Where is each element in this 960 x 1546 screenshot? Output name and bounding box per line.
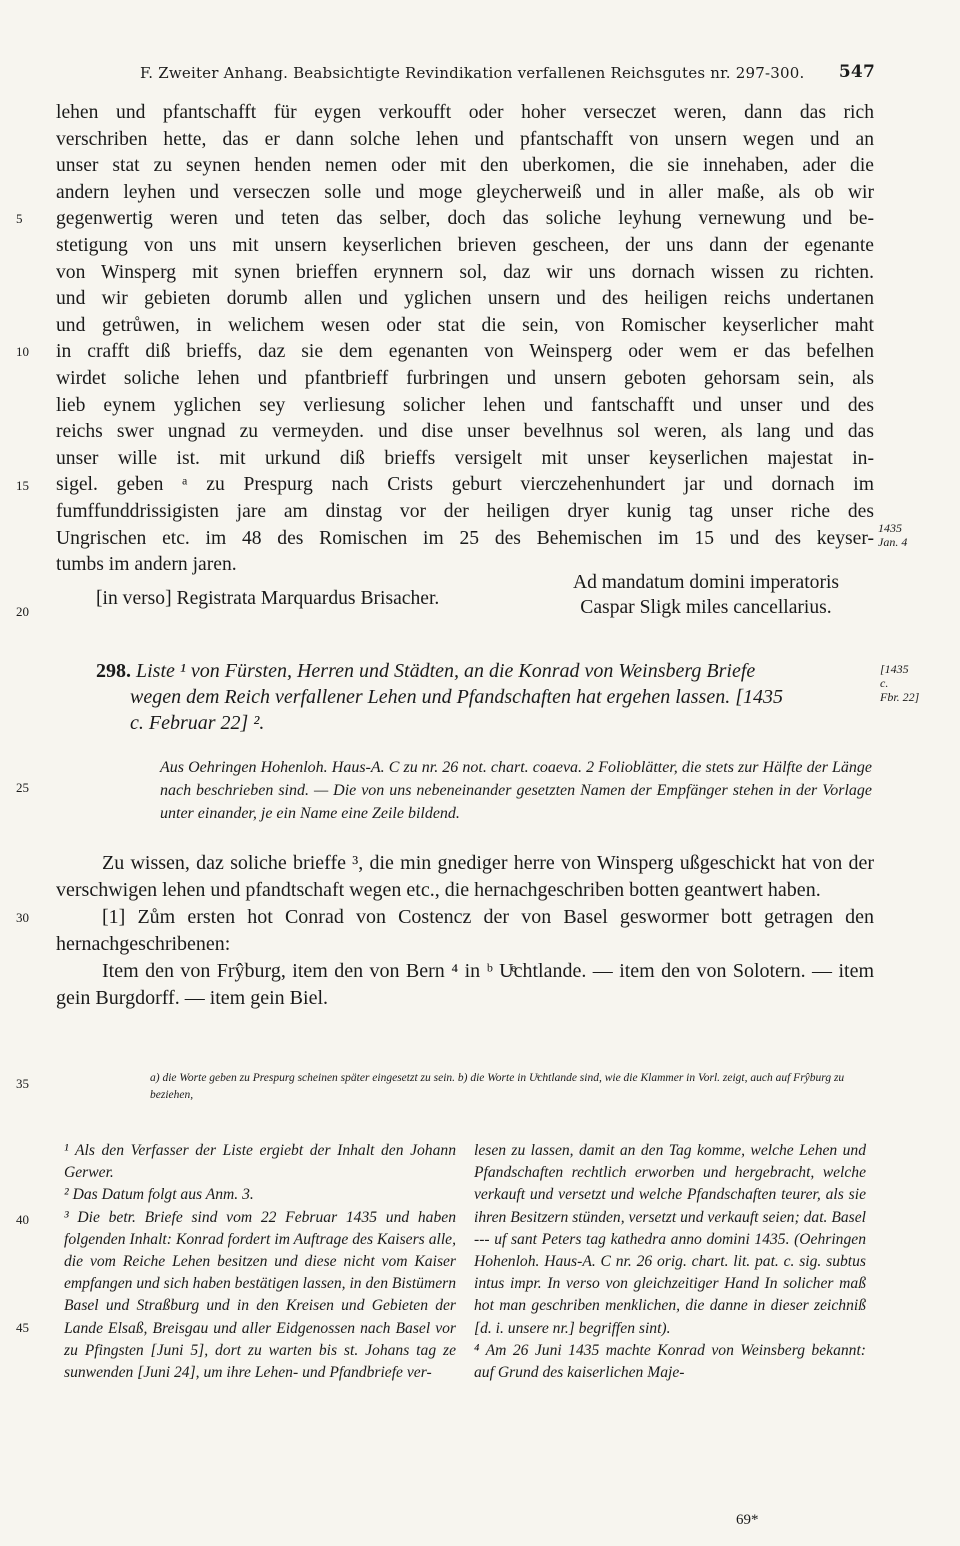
margin-date — [878, 521, 948, 549]
running-head — [140, 62, 875, 86]
text-line: fumffunddrissigisten jare am dinstag vor der heiligen dryer kunig tag unser riche des — [56, 500, 874, 522]
footnote: ¹ Als den Verfasser der Liste ergiebt der Inhalt den Johann Gerwer. — [64, 1142, 456, 1182]
entry-margin-date — [880, 662, 950, 704]
line-number: 20 — [16, 604, 29, 619]
page-number: 547 — [838, 62, 875, 82]
margin-date-part: [1435 — [880, 662, 909, 676]
entry-heading — [96, 658, 876, 736]
source-note: Aus Oehringen Hohenloh. Haus-A. C zu nr. 26 not. chart. coaeva. 2 Folioblätter, die stets zur Hälfte der Länge nach beschrieben sind. — Die von uns nebeneinander gesetzten Namen der Empfänger stehen in der Vorlage unter einander, je ein Name eine Zeile bildend. — [160, 759, 872, 822]
line-number: 35 — [16, 1076, 29, 1091]
footnote: ⁴ Am 26 Juni 1435 machte Konrad von Weinsberg bekannt: auf Grund des kaiserlichen Maje- — [474, 1341, 866, 1382]
mandatum-block — [540, 570, 872, 620]
text-line: lehen und pfantschafft für eygen verkoufft oder hoher verseczet weren, dann das rich — [56, 102, 874, 123]
line-number: 40 — [16, 1212, 29, 1227]
footnotes-left-column — [64, 1140, 456, 1384]
list-paragraph: Item den von Frŷburg, item den von Bern ⁴ in ᵇ Uͤchtlande. — item den von Solotern. — item gein Burgdorff. — item gein Biel. — [56, 960, 874, 1009]
line-number: 25 — [16, 780, 29, 795]
line-number: 45 — [16, 1320, 29, 1335]
footnotes-right-column — [474, 1140, 866, 1384]
text-line: Ungrischen etc. im 48 des Romischen im 25 des Behemischen im 15 und des keyser- — [56, 527, 874, 549]
mandatum-line: Ad mandatum domini imperatoris — [572, 572, 840, 593]
text-line: und getrůwen, in welichem wesen oder stat die sein, von Romischer keyserlicher maht — [56, 314, 874, 336]
text-line: unser wille ist. mit urkund diß brieffs versigelt mit unser keyserlichen majestat in- — [56, 447, 874, 469]
text-line: verschriben hette, das er dann solche lehen und pfantschafft von unsern wegen und an — [56, 128, 874, 150]
line-number: 10 — [16, 344, 29, 359]
running-head-title: F. Zweiter Anhang. Beabsichtigte Revindikation verfallenen Reichsgutes nr. 297-300. — [140, 64, 805, 82]
line-number: 5 — [16, 211, 23, 226]
text-line: reichs swer ungnad zu vermeyden. und dise unser bevelhnus sol weren, als lang und das — [56, 421, 874, 443]
footnote: ² Das Datum folgt aus Anm. 3. — [64, 1186, 254, 1204]
entry-heading-line: wegen dem Reich verfallener Lehen und Pfandschaften hat ergehen lassen. [1435 — [130, 686, 783, 708]
text-line: wirdet soliche lehen und pfantbrieff furbringen und unsern geboten gehorsam sein, als — [56, 367, 874, 389]
text-line: sigel. geben ᵃ zu Prespurg nach Crists geburt vierczehenhundert jar und dornach im — [56, 474, 874, 496]
footnote: lesen zu lassen, damit an den Tag komme, welche Lehen und Pfandschaften rechtlich erworben und hergebracht, welche verkauft und versetzt und welche Pfandschaften teurer, als sie ihren Besitzern stünden, versetzt und verkauft seien; dat. Basel --- uf sant Peters tag kathedra anno domini 1435. (Oehringen Hohenloh. Haus-A. C nr. 26 orig. chart. lit. pat. c. sig. subtus intus impr. In verso von gleichzeitiger Hand In solicher maß hot man geschriben menklichen, die danne in dieser zeichniß [d. i. unsere nr.] begriffen sint). — [474, 1142, 866, 1337]
line-number: 30 — [16, 910, 29, 925]
entry-heading-line: Liste ¹ von Fürsten, Herren und Städten, an die Konrad von Weinsberg Briefe — [136, 660, 756, 682]
text-line: gegenwertig weren und teten das selber, doch das soliche leyhung vernewung und be- — [56, 208, 874, 230]
text-line: unser stat zu seynen henden nemen oder mit den uberkomen, die sie innehaben, ader die — [56, 155, 874, 177]
list-paragraph: [1] Zům ersten hot Conrad von Costencz der von Basel geswormer bott getragen den hernachgeschribenen: — [56, 906, 874, 955]
footnote: ³ Die betr. Briefe sind vom 22 Februar 1435 und haben folgenden Inhalt: Konrad fordert im Auftrage des Kaisers alle, die vom Reiche Lehen besitzen und diese nicht vom Kaiser empfangen und sich haben bestätigen lassen, in den Bistümern Basel und Straßburg und in den Kreisen und Gebieten der Lande Elsaß, Breisgau und aller Eidgenossen nach Basel vor zu Pfingsten [Juni 5], dort zu warten bis st. Johans tag ze sunwenden [Juni 24], um ihre Lehen- und Pfandbriefe ver- — [64, 1208, 456, 1382]
mandatum-line: Caspar Sligk miles cancellarius. — [580, 597, 832, 618]
entry-number: 298. — [96, 660, 131, 682]
text-line: von Winsperg mit synen brieffen erynnern sol, daz wir uns dornach wissen zu richten. — [56, 261, 874, 283]
text-line: andern leyhen und verseczen solle und moge gleycherweiß und in aller maße, als ob wir — [56, 181, 874, 203]
apparatus-notes: a) die Worte geben zu Prespurg scheinen später eingesetzt zu sein. b) die Worte in Uͤchtlande sind, wie die Klammer in Vorl. zeigt, auch auf Frŷburg zu beziehen, — [150, 1072, 845, 1101]
text-line: tumbs im andern jaren. — [56, 554, 237, 576]
signature-mark: 69* — [736, 1512, 759, 1528]
entry-heading-line: c. Februar 22] ². — [130, 712, 265, 734]
text-line: in crafft diß brieffs, daz sie dem egenanten von Weinsperg oder wem er das befelhen — [56, 341, 874, 363]
line-number: 15 — [16, 478, 29, 493]
list-paragraph: Zu wissen, daz soliche brieffe ³, die min gnediger herre von Winsperg ußgeschickt hat von der verschwigen lehen und pfandtschaft wegen etc., die hernachgeschriben botten geantwert haben. — [56, 852, 874, 901]
list-text — [56, 850, 874, 1012]
margin-date-year: 1435 — [878, 521, 902, 535]
margin-date-day: Jan. 4 — [878, 535, 908, 549]
margin-date-part: Fbr. 22] — [880, 690, 920, 704]
margin-date-part: c. — [880, 676, 889, 690]
charter-text — [56, 100, 874, 579]
text-line: lieb eynem yglichen sey verliesung solicher lehen und fantschafft und unser und des — [56, 394, 874, 416]
text-line: stetigung von uns mit unsern keyserlichen brieven gescheen, der uns dann der egenante — [56, 234, 874, 256]
registrata-note: [in verso] Registrata Marquardus Brisacher. — [96, 588, 440, 609]
text-line: und wir gebieten dorumb allen und yglichen unsern und des heiligen reichs undertanen — [56, 288, 874, 310]
